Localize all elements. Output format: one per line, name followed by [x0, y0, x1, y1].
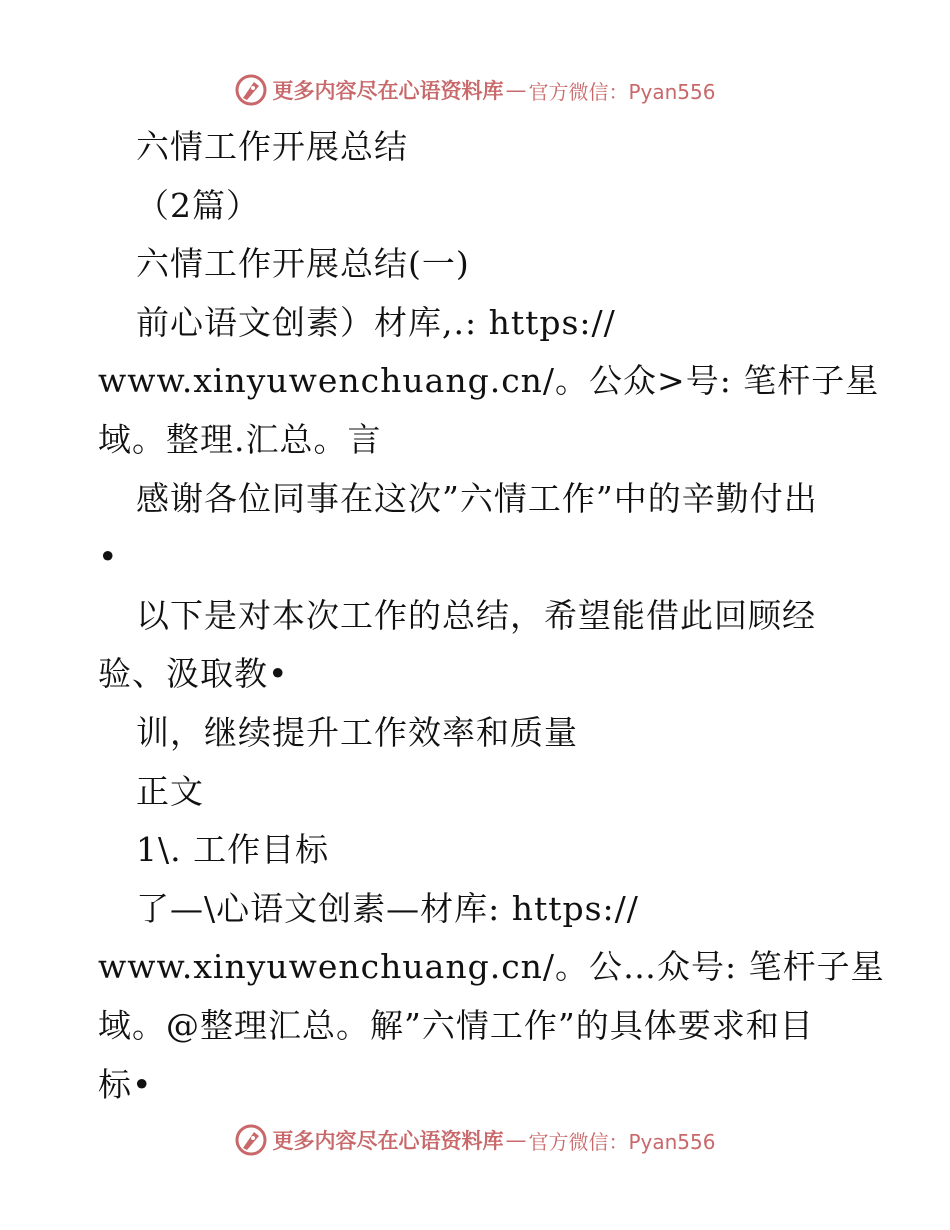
- paragraph-line: 前心语文创素）材库,.: https://: [136, 302, 616, 342]
- header-watermark: [0, 70, 950, 110]
- footer-watermark: [0, 1120, 950, 1160]
- paragraph-line: •: [98, 537, 119, 577]
- paragraph-line: 了—\心语文创素—材库: https://: [136, 888, 639, 928]
- paragraph-line: 域。整理.汇总。言: [98, 419, 382, 459]
- pen-nib-circle-icon: [234, 73, 268, 107]
- paragraph-line: 以下是对本次工作的总结，希望能借此回顾经: [136, 595, 816, 635]
- document-title: 六情工作开展总结: [136, 127, 408, 166]
- footer-separator: —: [505, 1128, 527, 1152]
- header-brand-text: 更多内容尽在心语资料库: [272, 78, 504, 103]
- paragraph-line: 域。@整理汇总。解”六情工作”的具体要求和目: [98, 1005, 814, 1045]
- footer-brand-text: 更多内容尽在心语资料库: [272, 1128, 504, 1153]
- header-wechat-text: 官方微信：Pyan556: [528, 79, 716, 104]
- section-heading: 正文: [136, 771, 204, 811]
- footer-wechat-text: 官方微信：Pyan556: [528, 1129, 716, 1154]
- document-body: [98, 118, 885, 1114]
- paragraph-line: 训，继续提升工作效率和质量: [136, 712, 578, 752]
- paragraph-line: 感谢各位同事在这次”六情工作”中的辛勤付出: [136, 478, 818, 518]
- pen-nib-circle-icon: [234, 1123, 268, 1157]
- paragraph-line: 验、汲取教•: [98, 654, 289, 694]
- paragraph-line: www.xinyuwenchuang.cn/。公众>号: 笔杆子星: [98, 361, 880, 401]
- document-subtitle: （2篇）: [136, 185, 260, 225]
- subsection-heading: 1\. 工作目标: [136, 830, 330, 870]
- header-separator: —: [505, 78, 527, 102]
- paragraph-line: 标•: [98, 1064, 153, 1104]
- section-heading: 六情工作开展总结(一): [136, 244, 470, 284]
- paragraph-line: www.xinyuwenchuang.cn/。公…众号: 笔杆子星: [98, 947, 885, 987]
